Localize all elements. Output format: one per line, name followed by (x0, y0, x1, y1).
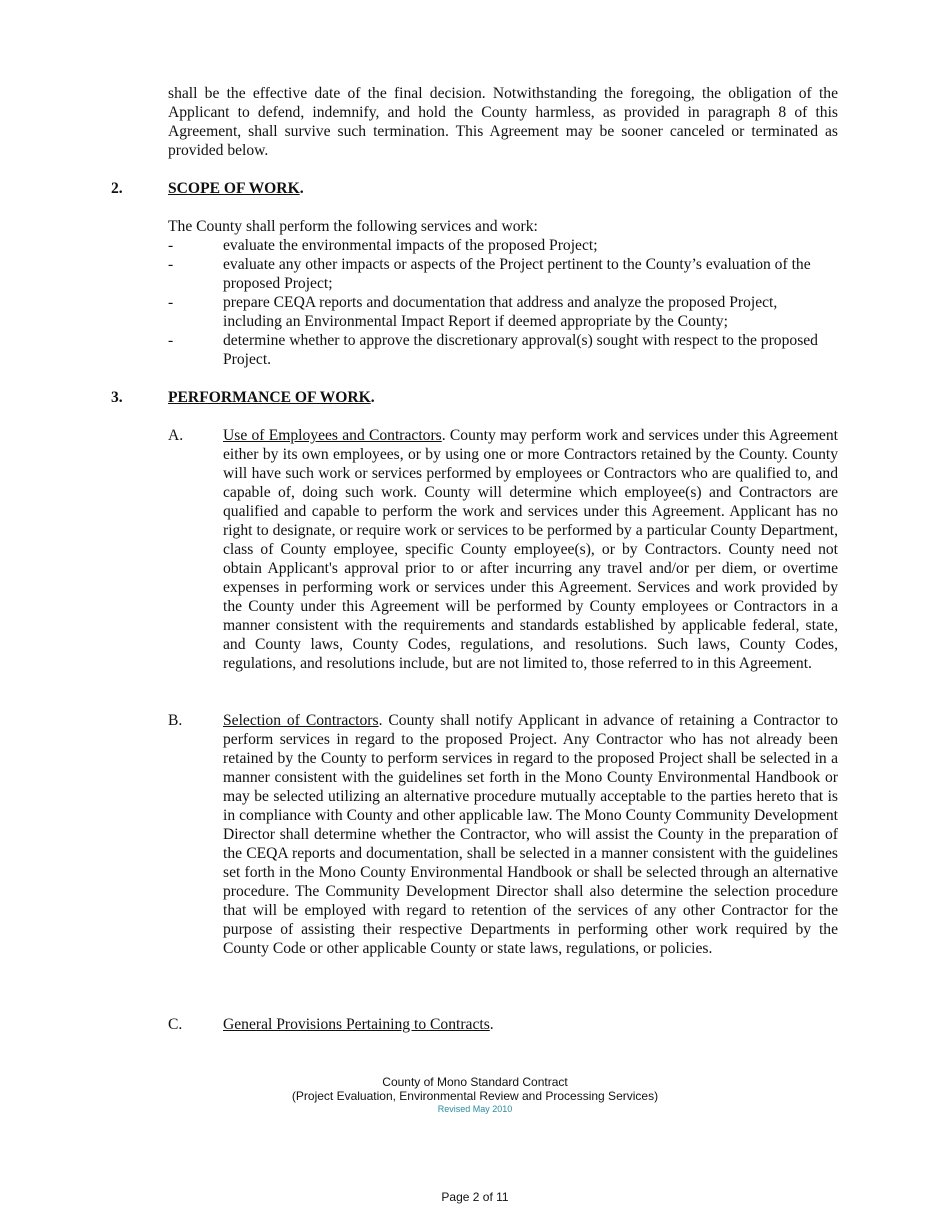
subsection-heading: Selection of Contractors (223, 712, 379, 729)
subsection-b (168, 711, 838, 958)
dash-marker: - (168, 294, 174, 311)
list-item (168, 331, 838, 369)
page-number: Page 2 of 11 (441, 1190, 509, 1204)
subsection-text: . County may perform work and services under this Agreement either by its own employees, or by using one or more Contractors retained by the County. County will have such work or services performed by employees or Contractors who are qualified to, and capable of, doing such work. County will determine which employee(s) and Contractors are qualified and capable to perform the work and services under this Agreement. Applicant has no right to designate, or require work or services to be performed by a particular County Department, class of County employee, specific County employee(s), or by Contractors. County need not obtain Applicant's approval prior to or after incurring any travel and/or per diem, or overtime expenses in performing work or services under this Agreement. Services and work provided by the County under this Agreement will be performed by County employees or Contractors in a manner consistent with the requirements and standards established by applicable federal, state, and County laws, County Codes, regulations, and resolutions. Such laws, County Codes, regulations, and resolutions include, but are not limited to, those referred to in this Agreement. (223, 427, 838, 672)
subsection-c (168, 1015, 838, 1034)
dash-marker: - (168, 332, 174, 349)
dash-marker: - (168, 256, 174, 273)
list-item-text: evaluate the environmental impacts of the proposed Project; (223, 237, 598, 254)
section-3-number: 3. (111, 389, 123, 406)
list-item-text: determine whether to approve the discretionary approval(s) sought with respect to the proposed Project. (223, 332, 818, 368)
list-item (168, 236, 838, 255)
section-2-lead: The County shall perform the following services and work: (168, 218, 538, 235)
subsection-letter: A. (168, 427, 184, 444)
subsection-letter: C. (168, 1016, 183, 1033)
subsection-text: . County shall notify Applicant in advance of retaining a Contractor to perform services in regard to the proposed Project. Any Contractor who has not already been retained by the County to perform services in regard to the proposed Project shall be selected in a manner consistent with the guidelines set forth in the Mono County Environmental Handbook or may be selected utilizing an alternative procedure mutually acceptable to the parties hereto that is in compliance with County and other applicable law. The Mono County Community Development Director shall determine whether the Contractor, who will assist the County in the preparation of the CEQA reports and documentation, shall be selected in a manner consistent with the guidelines set forth in the Mono County Environmental Handbook or shall be selected through an alternative procedure. The Community Development Director shall also determine the selection procedure that will be employed with regard to retention of the services of any other Contractor for the purpose of assisting their respective Departments in performing other work required by the County Code or other applicable County or state laws, regulations, or policies. (223, 712, 838, 957)
list-item-text: evaluate any other impacts or aspects of the Project pertinent to the County’s evaluation of the proposed Project; (223, 256, 811, 292)
footer-contract-subtitle: (Project Evaluation, Environmental Review and Processing Services) (291, 1089, 659, 1103)
section-2-title: SCOPE OF WORK (168, 180, 300, 197)
intro-paragraph: shall be the effective date of the final decision. Notwithstanding the foregoing, the obligation of the Applicant to defend, indemnify, and hold the County harmless, as provided in paragraph 8 of this Agreement, shall survive such termination. This Agreement may be sooner canceled or terminated as provided below. (168, 85, 838, 159)
subsection-body (223, 1015, 838, 1034)
section-2-bullet-list (168, 236, 838, 369)
section-2-heading (168, 179, 304, 198)
subsection-letter: B. (168, 712, 183, 729)
footer-revised-date: Revised May 2010 (437, 1104, 513, 1114)
subsection-heading: Use of Employees and Contractors (223, 427, 442, 444)
dash-marker: - (168, 237, 174, 254)
subsection-body (223, 711, 838, 958)
subsection-body (223, 426, 838, 673)
list-item-text: prepare CEQA reports and documentation that address and analyze the proposed Project, including an Environmental Impact Report if deemed appropriate by the County; (223, 294, 778, 330)
list-item (168, 255, 838, 293)
subsection-a (168, 426, 838, 673)
section-3-title-suffix: . (370, 389, 375, 406)
section-3-heading (168, 388, 375, 407)
subsection-text: . (489, 1016, 494, 1033)
section-2-number: 2. (111, 180, 123, 197)
list-item (168, 293, 838, 331)
subsection-heading: General Provisions Pertaining to Contracts (223, 1016, 490, 1033)
section-2-title-suffix: . (299, 180, 304, 197)
footer-contract-name: County of Mono Standard Contract (382, 1075, 568, 1089)
section-3-title: PERFORMANCE OF WORK (168, 389, 371, 406)
